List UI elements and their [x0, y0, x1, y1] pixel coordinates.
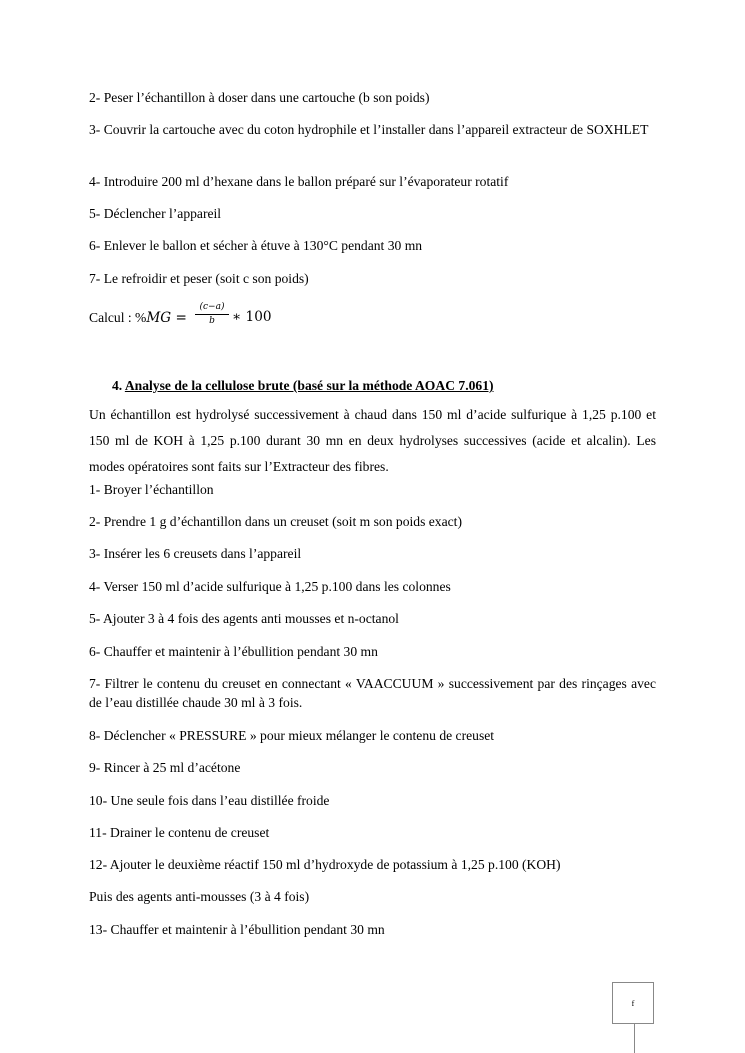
formula-fraction [195, 302, 229, 327]
formula-numerator: (c−a) [195, 302, 229, 315]
step-8: 8- Déclencher « PRESSURE » pour mieux mélanger le contenu de creuset [89, 728, 495, 743]
step-5: 5- Ajouter 3 à 4 fois des agents anti mousses et n-octanol [89, 611, 399, 626]
calculation-formula [89, 302, 389, 332]
step-2: 2- Prendre 1 g d’échantillon dans un creuset (soit m son poids exact) [89, 514, 462, 529]
step-4: 4- Verser 150 ml d’acide sulfurique à 1,25 p.100 dans les colonnes [89, 579, 451, 594]
step-7: 7- Filtrer le contenu du creuset en connectant « VAACCUUM » successivement par des rinçages avec de l’eau distillée chaude 30 ml à 3 fois. [89, 676, 656, 710]
formula-equals: = [171, 310, 187, 326]
intro-step-5: 5- Déclencher l’appareil [89, 206, 222, 221]
step-1: 1- Broyer l’échantillon [89, 482, 214, 497]
section-intro: Un échantillon est hydrolysé successivement à chaud dans 150 ml d’acide sulfurique à 1,25 p.100 et 150 ml de KOH à 1,25 p.100 durant 30 mn en deux hydrolyses successives (acide et alcalin). Les modes opératoires sont faits sur l’Extracteur des fibres. [89, 407, 656, 474]
step-3: 3- Insérer les 6 creusets dans l’appareil [89, 546, 302, 561]
step-13: 13- Chauffer et maintenir à l’ébullition pendant 30 mn [89, 922, 385, 937]
formula-label: Calcul : %MG = [89, 310, 187, 326]
formula-tail: ∗ 100 [232, 309, 272, 325]
step-9: 9- Rincer à 25 ml d’acétone [89, 760, 241, 775]
section-heading [112, 376, 494, 395]
formula-variable: MG [146, 310, 172, 326]
page-number-box: f [612, 982, 654, 1024]
intro-step-7: 7- Le refroidir et peser (soit c son poids) [89, 271, 309, 286]
step-6: 6- Chauffer et maintenir à l’ébullition pendant 30 mn [89, 644, 378, 659]
section-number: 4. [112, 378, 123, 393]
intro-step-2: 2- Peser l’échantillon à doser dans une cartouche (b son poids) [89, 90, 430, 105]
formula-denominator: b [209, 316, 215, 326]
intro-step-4: 4- Introduire 200 ml d’hexane dans le ballon préparé sur l’évaporateur rotatif [89, 174, 509, 189]
step-12-continued: Puis des agents anti-mousses (3 à 4 fois) [89, 889, 310, 904]
step-10: 10- Une seule fois dans l’eau distillée froide [89, 793, 330, 808]
section-title: Analyse de la cellulose brute (basé sur la méthode AOAC 7.061) [124, 378, 494, 393]
intro-step-6: 6- Enlever le ballon et sécher à étuve à 130°C pendant 30 mn [89, 238, 423, 253]
footer-divider [634, 1024, 635, 1053]
step-11: 11- Drainer le contenu de creuset [89, 825, 270, 840]
document-page [89, 0, 656, 1053]
step-12: 12- Ajouter le deuxième réactif 150 ml d’hydroxyde de potassium à 1,25 p.100 (KOH) [89, 857, 561, 872]
intro-step-3: 3- Couvrir la cartouche avec du coton hydrophile et l’installer dans l’appareil extracteur de SOXHLET [89, 122, 649, 137]
